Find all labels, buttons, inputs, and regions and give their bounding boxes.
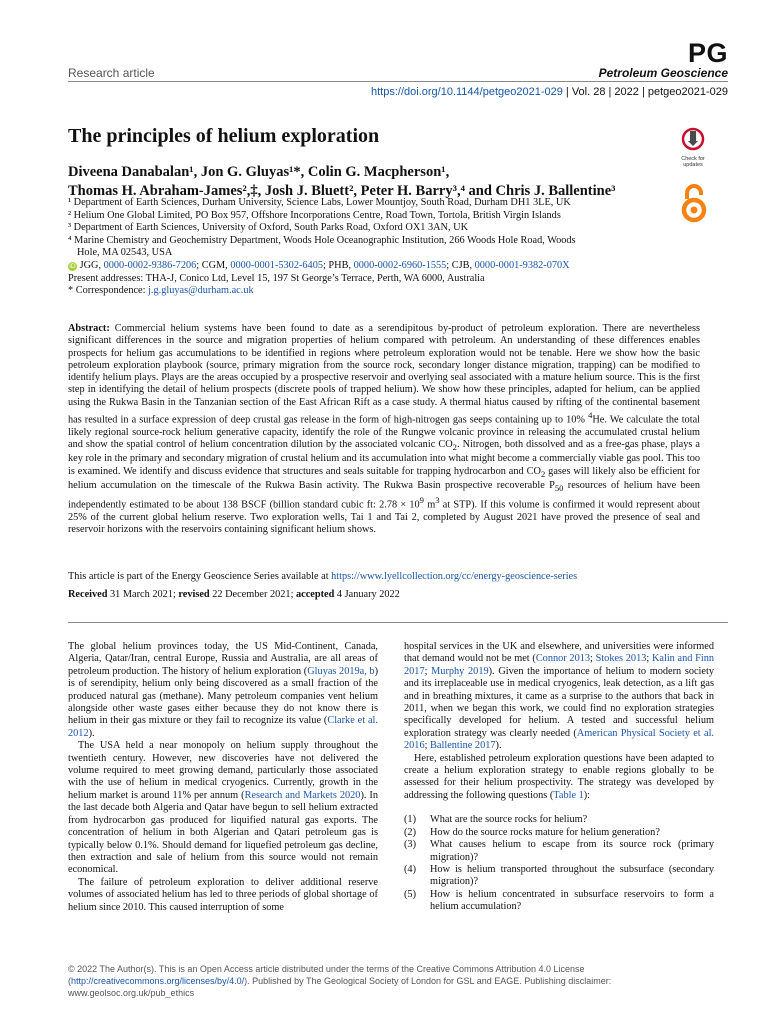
paragraph: The global helium provinces today, the US Mid-Continent, Canada, Algeria, Qatar/Iran, central Europe, Russia and Australia, are all areas of petroleum production. The history of helium exploration (Gluyas 2019a, b) is of serendipity, helium only being discovered as a small fraction of the produced natural gas (methane). Many petroleum companies vent helium alongside other waste gases either because they do not know there is helium in their gas mixture or they fail to recognize its value (Clarke et al. 2012). <box>68 641 378 739</box>
paragraph: The USA held a near monopoly on helium supply throughout the twentieth century. However, new discoveries have not delivered the volume required to meet growing demand, particularly those associated with the use of helium in medical cryogenics. Currently, growth in the helium market is around 11% per annum (Research and Markets 2020). In the last decade both Algeria and Qatar have begun to sell helium extracted from hydrocarbon gas produced for liquified natural gas exports. The concentration of helium in both Algerian and Qatari petroleum gas is typically below 0.1%. Should demand for liquefied petroleum gas decline, then extraction and sale of helium from this source would not remain economical. <box>68 740 379 876</box>
article-title: The principles of helium exploration <box>68 125 380 147</box>
abstract-divider <box>68 622 728 623</box>
orcid-icon: iD <box>69 262 76 270</box>
list-item: (5) How is helium concentrated in subsurface reservoirs to form a helium accumulation? <box>404 888 714 913</box>
series-link[interactable]: https://www.lyellcollection.org/cc/energy-geoscience-series <box>331 571 578 582</box>
doi-link[interactable]: https://doi.org/10.1144/petgeo2021-029 <box>371 86 563 98</box>
check-updates-label: Check for updates <box>681 156 705 168</box>
check-for-updates-badge[interactable] <box>678 127 708 168</box>
orcid-link-cjb[interactable]: 0000-0001-9382-070X <box>474 259 570 271</box>
list-item: (1) What are the source rocks for helium? <box>404 814 588 826</box>
list-item: (2) How do the source rocks mature for helium generation? <box>404 826 660 838</box>
ref-link[interactable]: Stokes 2013 <box>595 653 647 665</box>
ref-link[interactable]: Research and Markets 2020 <box>244 789 361 801</box>
series-note: This article is part of the Energy Geoscience Series available at https://www.lyellcollection.org/cc/energy-geoscience-series <box>68 571 578 582</box>
open-access-icon <box>680 183 708 223</box>
body-column-left <box>68 641 378 914</box>
article-type: Research article <box>68 66 155 80</box>
orcid-link-cgm[interactable]: 0000-0001-5302-6405 <box>230 259 323 271</box>
license-link[interactable]: http://creativecommons.org/licenses/by/4.0/ <box>71 976 245 986</box>
abstract-label: Abstract: <box>68 323 110 334</box>
affiliation-2: ² Helium One Global Limited, PO Box 957, Offshore Incorporations Centre, Road Town, Tortola, British Virgin Islands <box>68 209 561 221</box>
ref-link[interactable]: Gluyas 2019a, b <box>307 665 375 677</box>
header-divider <box>68 81 728 82</box>
license-footer: © 2022 The Author(s). This is an Open Access article distributed under the terms of the Creative Commons Attribution 4.0 License (http://creativecommons.org/licenses/by/4.0/). Published by The Geological Society of London for GSL and EAGE. Publishing disclaimer: www.geolsoc.org.uk/pub_ethics <box>68 964 612 998</box>
check-updates-icon <box>678 127 708 151</box>
ref-link[interactable]: American Physical Society et al. 2016 <box>404 727 715 752</box>
list-item: (3) What causes helium to escape from its source rock (primary migration)? <box>404 839 714 863</box>
journal-logo: PG <box>687 38 728 68</box>
ref-link[interactable]: Ballentine 2017 <box>430 740 496 752</box>
journal-name: Petroleum Geoscience <box>598 66 728 80</box>
table-link[interactable]: Table 1 <box>553 789 584 801</box>
list-item: (4) How is helium transported throughout the subsurface (secondary migration)? <box>404 863 714 888</box>
affiliation-4-cont: Hole, MA 02543, USA <box>77 247 173 259</box>
ref-link[interactable]: Kalin and Finn 2017 <box>404 653 715 677</box>
ref-link[interactable]: Clarke et al. 2012 <box>68 715 378 739</box>
orcid-link-jgg[interactable]: 0000-0002-9386-7206 <box>103 259 197 271</box>
authors-line-2: Thomas H. Abraham-James²,‡, Josh J. Bluett², Peter H. Barry³,⁴ and Chris J. Ballentine³ <box>68 183 616 199</box>
correspondence-email-link[interactable]: j.g.gluyas@durham.ac.uk <box>148 285 254 297</box>
paragraph: hospital services in the UK and elsewhere, and universities were informed that demand would not be met (Connor 2013; Stokes 2013; Kalin and Finn 2017; Murphy 2019). Given the importance of helium to modern society and its irreplaceable use in medical cryogenics, leak detection, as a lift gas and in breathing mixtures, it came as a surprise to the authors that back in 2011, when we began this work, we could find no exploration strategies specifically developed for helium. A tested and successful helium exploration strategy was clearly needed (American Physical Society et al. 2016; Ballentine 2017). <box>404 641 715 752</box>
correspondence: * Correspondence: j.g.gluyas@durham.ac.uk <box>68 285 254 297</box>
doi-line <box>371 86 728 98</box>
question-list <box>404 814 714 913</box>
paragraph: The failure of petroleum exploration to deliver additional reserve volumes of associated helium has led to three periods of global shortage of helium since 2010. This caused interruption of some <box>68 876 378 913</box>
orcid-link-phb[interactable]: 0000-0002-6960-1555 <box>353 259 447 271</box>
authors-line-1: Diveena Danabalan¹, Jon G. Gluyas¹*, Colin G. Macpherson¹, <box>68 164 450 180</box>
body-column-right <box>404 641 714 924</box>
citation-info: | Vol. 28 | 2022 | petgeo2021-029 <box>562 86 728 98</box>
affiliation-4: ⁴ Marine Chemistry and Geochemistry Department, Woods Hole Oceanographic Institution, 266 Woods Hole Road, Woods <box>68 234 576 246</box>
author-list <box>68 163 668 201</box>
affiliation-3: ³ Department of Earth Sciences, University of Oxford, South Parks Road, Oxford OX1 3AN, UK <box>68 222 469 234</box>
present-addresses: Present addresses: THA-J, Conico Ltd, Level 15, 197 St George’s Terrace, Perth, WA 6000, Australia <box>68 272 485 284</box>
affiliations <box>68 197 678 298</box>
ref-link[interactable]: Murphy 2019 <box>431 665 489 677</box>
affiliation-1: ¹ Department of Earth Sciences, Durham University, Science Labs, Lower Mountjoy, South Road, Durham DH1 3LE, UK <box>68 197 571 208</box>
article-dates: Received 31 March 2021; revised 22 December 2021; accepted 4 January 2022 <box>68 589 400 600</box>
orcid-line: iD JGG, 0000-0002-9386-7206; CGM, 0000-0001-5302-6405; PHB, 0000-0002-6960-1555; CJB, 0000-0001-9382-070X <box>69 259 570 271</box>
ref-link[interactable]: Connor 2013 <box>535 653 591 665</box>
abstract: Abstract: Commercial helium systems have been found to date as a serendipitous by-product of petroleum exploration. There are nevertheless significant differences in the source and migration properties of helium compared with petroleum. An understanding of these differences enables prospects for helium gas accumulations to be identified in regions where petroleum exploration would not be tenable. Here we show how the basic petroleum exploration playbook (source, primary migration from the source rock, secondary longer distance migration, trapping) can be modified to identify helium plays. Plays are the areas occupied by a prospective reservoir and overlying seal associated with a mature helium source. This is the first step in identifying the detail of helium prospects (discrete pools of trapped helium). We show how these principles, adapted for helium, can be applied using the Rukwa Basin in the Tanzanian section of the East African Rift as a case study. A thermal hiatus caused by rifting of the continental basement has resulted in a surface expression of deep crustal gas release in the form of high-nitrogen gas seeps containing up to 10% $^4$He. We calculate the total likely regional source-rock helium generative capacity, identify the role of the Rungwe volcanic province in releasing the accumulated crustal helium and show the spatial control of helium concentration dilution by the associated volcanic $CO_2$. Nitrogen, both dissolved and as a free-gas phase, plays a key role in the primary and secondary migration of crustal helium and its accumulation into what might become a commercially viable gas pool. This too is examined. We identify and discuss evidence that structures and seals suitable for trapping hydrocarbon and $CO_2$ gases will likely also be efficient for helium accumulation on the timescale of the Rukwa Basin activity. The Rukwa Basin prospective recoverable $P_{50}$ resources of helium have been independently estimated to be about 138 BSCF (billion standard cubic ft: $2.78 \times 10^9$ $m^3$ at STP). If this volume is confirmed it would represent about 25% of the current global helium reserve. Two exploration wells, Tai 1 and Tai 2, completed by August 2021 have proved the presence of seal and reservoir horizons with the reservoirs containing significant helium shows. <box>68 323 701 536</box>
paragraph: Here, established petroleum exploration questions have been adapted to create a helium exploration strategy to enable regions globally to be assessed for their helium prospectivity. The strategy was developed by addressing the following questions (Table 1): <box>404 752 714 801</box>
